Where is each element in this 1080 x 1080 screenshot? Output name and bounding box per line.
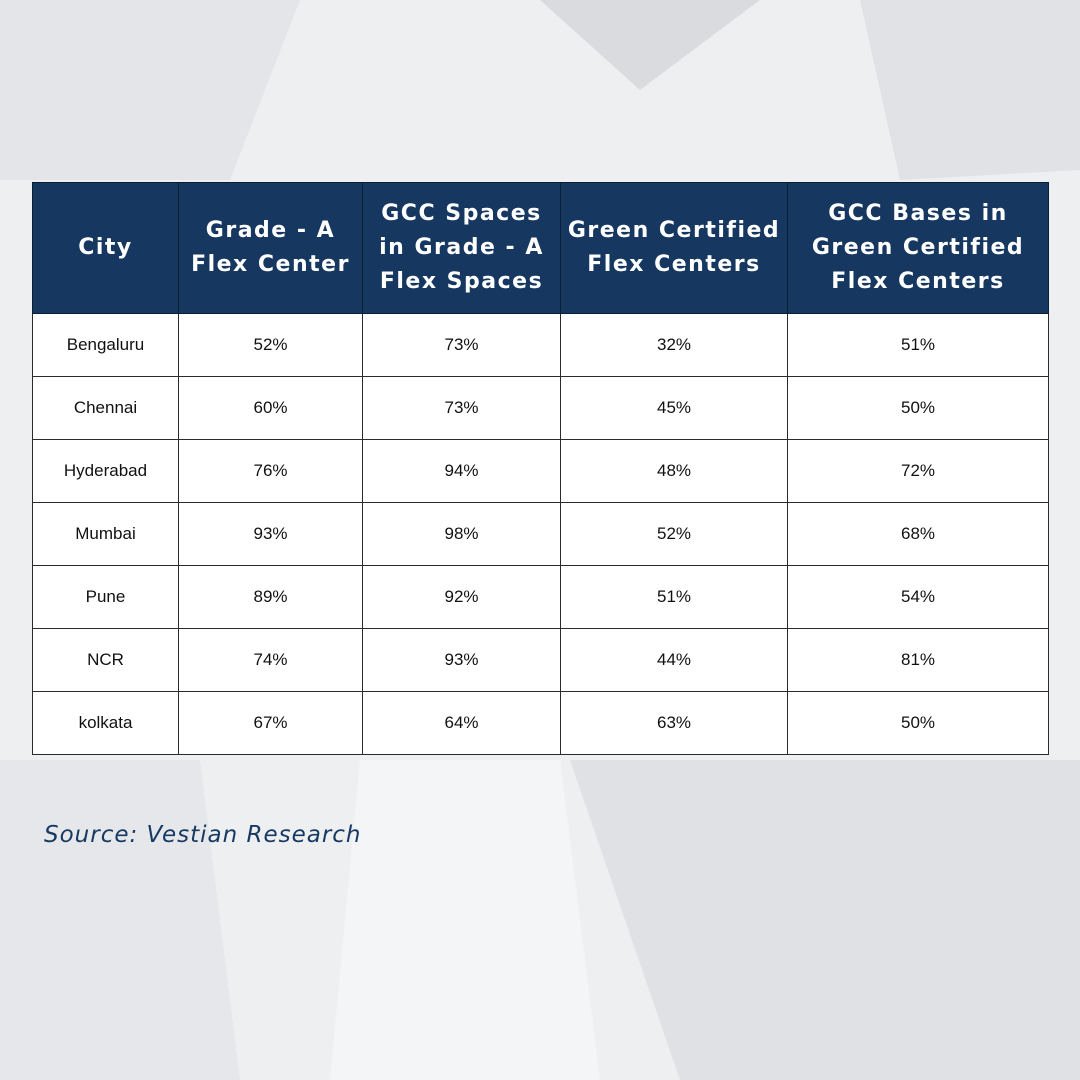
cell-value: 73% [363,377,561,440]
cell-city: Bengaluru [33,314,179,377]
cell-value: 51% [788,314,1049,377]
header-green-certified: Green Certified Flex Centers [561,183,788,314]
cell-value: 81% [788,629,1049,692]
header-city: City [33,183,179,314]
cell-value: 98% [363,503,561,566]
cell-value: 89% [179,566,363,629]
cell-value: 74% [179,629,363,692]
table-row [33,377,1049,440]
cell-value: 45% [561,377,788,440]
table-row [33,629,1049,692]
header-grade-a-flex-center: Grade - A Flex Center [179,183,363,314]
cell-value: 50% [788,377,1049,440]
table-row [33,314,1049,377]
cell-city: kolkata [33,692,179,755]
header-row [33,183,1049,314]
cell-city: Chennai [33,377,179,440]
cell-value: 32% [561,314,788,377]
header-gcc-bases: GCC Bases in Green Certified Flex Centers [788,183,1049,314]
cell-value: 92% [363,566,561,629]
flex-center-table [32,182,1049,755]
table-row [33,692,1049,755]
table-row [33,440,1049,503]
cell-city: Mumbai [33,503,179,566]
cell-value: 63% [561,692,788,755]
cell-city: Hyderabad [33,440,179,503]
cell-value: 67% [179,692,363,755]
cell-value: 68% [788,503,1049,566]
cell-value: 52% [179,314,363,377]
cell-city: NCR [33,629,179,692]
cell-value: 72% [788,440,1049,503]
cell-value: 51% [561,566,788,629]
cell-value: 76% [179,440,363,503]
data-table-wrapper [32,182,1048,755]
table-row [33,566,1049,629]
cell-value: 44% [561,629,788,692]
cell-value: 48% [561,440,788,503]
cell-value: 54% [788,566,1049,629]
cell-city: Pune [33,566,179,629]
table-row [33,503,1049,566]
cell-value: 50% [788,692,1049,755]
cell-value: 94% [363,440,561,503]
cell-value: 93% [363,629,561,692]
cell-value: 93% [179,503,363,566]
cell-value: 52% [561,503,788,566]
source-note: Source: Vestian Research [44,822,362,848]
cell-value: 60% [179,377,363,440]
cell-value: 64% [363,692,561,755]
cell-value: 73% [363,314,561,377]
header-gcc-spaces: GCC Spaces in Grade - A Flex Spaces [363,183,561,314]
